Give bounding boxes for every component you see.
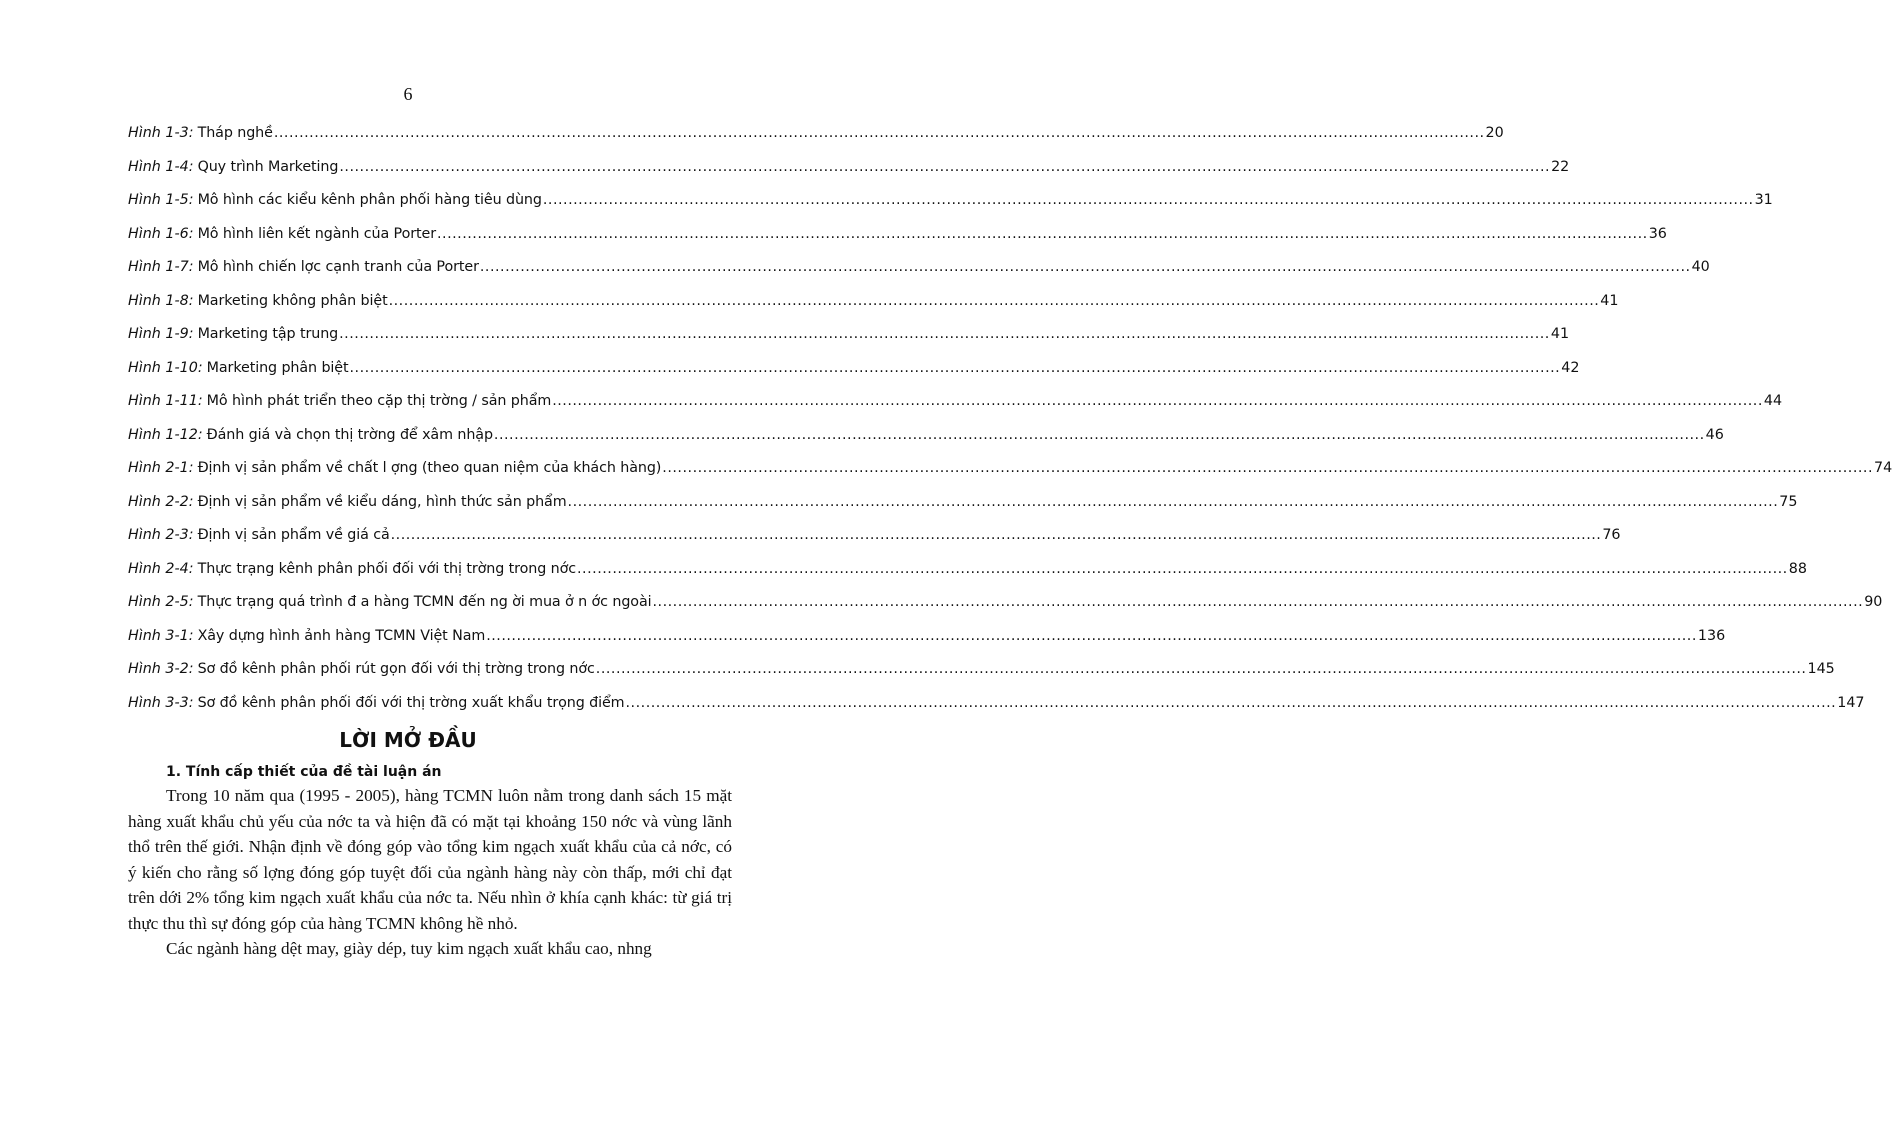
toc-leader: ................................................................................................................................................................................................................................................ bbox=[390, 527, 1602, 543]
toc-text: Tháp nghề bbox=[197, 125, 273, 141]
toc-text: Mô hình liên kết ngành của Porter bbox=[197, 225, 436, 242]
toc-label: Hình 1-3: bbox=[128, 125, 194, 141]
toc-leader: ................................................................................................................................................................................................................................................ bbox=[652, 594, 1864, 610]
toc-row bbox=[128, 125, 1504, 159]
toc-page: 36 bbox=[1648, 225, 1667, 242]
toc-page: 41 bbox=[1550, 326, 1570, 342]
toc-label: Hình 1-6: bbox=[128, 225, 194, 242]
toc-text: Marketing tập trung bbox=[197, 326, 339, 342]
toc-label: Hình 1-8: bbox=[128, 292, 194, 309]
toc-text: Định vị sản phẩm về kiểu dáng, hình thức sản phẩm bbox=[197, 493, 567, 510]
paragraph: Các ngành hàng dệt may, giày dép, tuy kim ngạch xuất khẩu cao, nhng bbox=[166, 939, 652, 958]
toc-label: Hình 1-7: bbox=[128, 259, 194, 275]
toc-page: 74 bbox=[1874, 460, 1892, 476]
toc-leader: ................................................................................................................................................................................................................................................ bbox=[349, 359, 1561, 376]
toc-page: 31 bbox=[1754, 192, 1773, 208]
toc-text: Thực trạng kênh phân phối đối với thị trờng trong nớc bbox=[197, 560, 577, 577]
toc-row bbox=[128, 493, 1798, 528]
body-text bbox=[128, 783, 732, 962]
toc-row bbox=[128, 460, 1892, 494]
toc-leader: ................................................................................................................................................................................................................................................ bbox=[577, 560, 1788, 577]
toc-label: Hình 1-5: bbox=[128, 192, 194, 208]
toc-row bbox=[128, 426, 1724, 461]
toc-page: 75 bbox=[1779, 493, 1798, 510]
toc-text: Định vị sản phẩm về giá cả bbox=[197, 527, 390, 543]
toc-page: 22 bbox=[1551, 158, 1570, 175]
toc-row bbox=[128, 192, 1773, 226]
toc-text: Quy trình Marketing bbox=[197, 158, 339, 175]
toc-text: Mô hình các kiểu kênh phân phối hàng tiêu dùng bbox=[197, 192, 542, 208]
toc-label: Hình 1-11: bbox=[128, 393, 203, 409]
toc-row bbox=[128, 661, 1835, 695]
toc-label: Hình 1-9: bbox=[128, 326, 194, 342]
toc-row bbox=[128, 694, 1865, 729]
toc-leader: ................................................................................................................................................................................................................................................ bbox=[542, 192, 1754, 208]
toc-row bbox=[128, 259, 1710, 293]
toc-leader: ................................................................................................................................................................................................................................................ bbox=[625, 694, 1837, 711]
toc-row bbox=[128, 292, 1619, 327]
toc-page: 76 bbox=[1602, 527, 1621, 543]
toc-text: Mô hình chiến lợc cạnh tranh của Porter bbox=[197, 259, 479, 275]
toc-leader: ................................................................................................................................................................................................................................................ bbox=[493, 426, 1705, 443]
toc-leader: ................................................................................................................................................................................................................................................ bbox=[388, 292, 1600, 309]
toc-page: 42 bbox=[1561, 359, 1580, 376]
toc-text: Mô hình phát triển theo cặp thị trờng / sản phẩm bbox=[206, 393, 552, 409]
toc-leader: ................................................................................................................................................................................................................................................ bbox=[479, 259, 1691, 275]
toc-page: 136 bbox=[1697, 627, 1726, 644]
toc-label: Hình 1-10: bbox=[128, 359, 203, 376]
toc-leader: ................................................................................................................................................................................................................................................ bbox=[552, 393, 1763, 409]
toc-label: Hình 2-4: bbox=[128, 560, 194, 577]
section-heading: LỜI MỞ ĐẦU bbox=[339, 728, 477, 752]
toc-row bbox=[128, 225, 1667, 260]
toc-leader: ................................................................................................................................................................................................................................................ bbox=[339, 158, 1551, 175]
toc-text: Đánh giá và chọn thị trờng để xâm nhập bbox=[206, 426, 493, 443]
toc-page: 145 bbox=[1807, 661, 1835, 677]
section-subheading: 1. Tính cấp thiết của đề tài luận án bbox=[166, 764, 442, 780]
toc-page: 44 bbox=[1763, 393, 1783, 409]
toc-row bbox=[128, 326, 1570, 360]
toc-page: 41 bbox=[1600, 292, 1619, 309]
toc-row bbox=[128, 527, 1621, 561]
figure-list bbox=[128, 125, 1892, 728]
toc-page: 40 bbox=[1691, 259, 1710, 275]
toc-label: Hình 2-1: bbox=[128, 460, 194, 476]
toc-leader: ................................................................................................................................................................................................................................................ bbox=[339, 326, 1550, 342]
toc-row bbox=[128, 594, 1883, 628]
toc-row bbox=[128, 560, 1807, 595]
toc-label: Hình 2-2: bbox=[128, 493, 194, 510]
toc-row bbox=[128, 393, 1783, 427]
toc-page: 20 bbox=[1485, 125, 1504, 141]
toc-page: 88 bbox=[1788, 560, 1807, 577]
toc-label: Hình 3-3: bbox=[128, 694, 194, 711]
toc-page: 90 bbox=[1864, 594, 1883, 610]
toc-row bbox=[128, 359, 1580, 394]
toc-label: Hình 2-5: bbox=[128, 594, 194, 610]
toc-text: Marketing không phân biệt bbox=[197, 292, 388, 309]
toc-page: 46 bbox=[1705, 426, 1724, 443]
toc-leader: ................................................................................................................................................................................................................................................ bbox=[436, 225, 1648, 242]
toc-text: Marketing phân biệt bbox=[206, 359, 349, 376]
toc-label: Hình 1-4: bbox=[128, 158, 194, 175]
toc-text: Thực trạng quá trình đ a hàng TCMN đến ng ời mua ở n ớc ngoài bbox=[197, 594, 652, 610]
page-number: 6 bbox=[403, 84, 413, 104]
toc-text: Xây dựng hình ảnh hàng TCMN Việt Nam bbox=[197, 627, 486, 644]
toc-text: Định vị sản phẩm về chất l ợng (theo quan niệm của khách hàng) bbox=[197, 460, 662, 476]
toc-leader: ................................................................................................................................................................................................................................................ bbox=[595, 661, 1807, 677]
toc-leader: ................................................................................................................................................................................................................................................ bbox=[662, 460, 1873, 476]
toc-row bbox=[128, 158, 1570, 193]
paragraph: Trong 10 năm qua (1995 - 2005), hàng TCMN luôn nằm trong danh sách 15 mặt hàng xuất khẩu chủ yếu của nớc ta và hiện đã có mặt tại khoảng 150 nớc và vùng lãnh thổ trên thế giới. Nhận định về đóng góp vào tổng kim ngạch xuất khẩu của cả nớc, có ý kiến cho rằng số lợng đóng góp tuyệt đối của ngành hàng này còn thấp, mới chỉ đạt trên dới 2% tổng kim ngạch xuất khẩu của nớc ta. Nếu nhìn ở khía cạnh khác: từ giá trị thực thu thì sự đóng góp của hàng TCMN không hề nhỏ. bbox=[128, 786, 732, 933]
toc-leader: ................................................................................................................................................................................................................................................ bbox=[567, 493, 1779, 510]
toc-text: Sơ đồ kênh phân phối đối với thị trờng xuất khẩu trọng điểm bbox=[197, 694, 625, 711]
toc-label: Hình 3-2: bbox=[128, 661, 194, 677]
toc-page: 147 bbox=[1837, 694, 1865, 711]
toc-label: Hình 3-1: bbox=[128, 627, 194, 644]
toc-text: Sơ đồ kênh phân phối rút gọn đối với thị trờng trong nớc bbox=[197, 661, 595, 677]
toc-leader: ................................................................................................................................................................................................................................................ bbox=[486, 627, 1697, 644]
toc-row bbox=[128, 627, 1726, 662]
toc-label: Hình 1-12: bbox=[128, 426, 203, 443]
toc-label: Hình 2-3: bbox=[128, 527, 194, 543]
toc-leader: ................................................................................................................................................................................................................................................ bbox=[273, 125, 1485, 141]
